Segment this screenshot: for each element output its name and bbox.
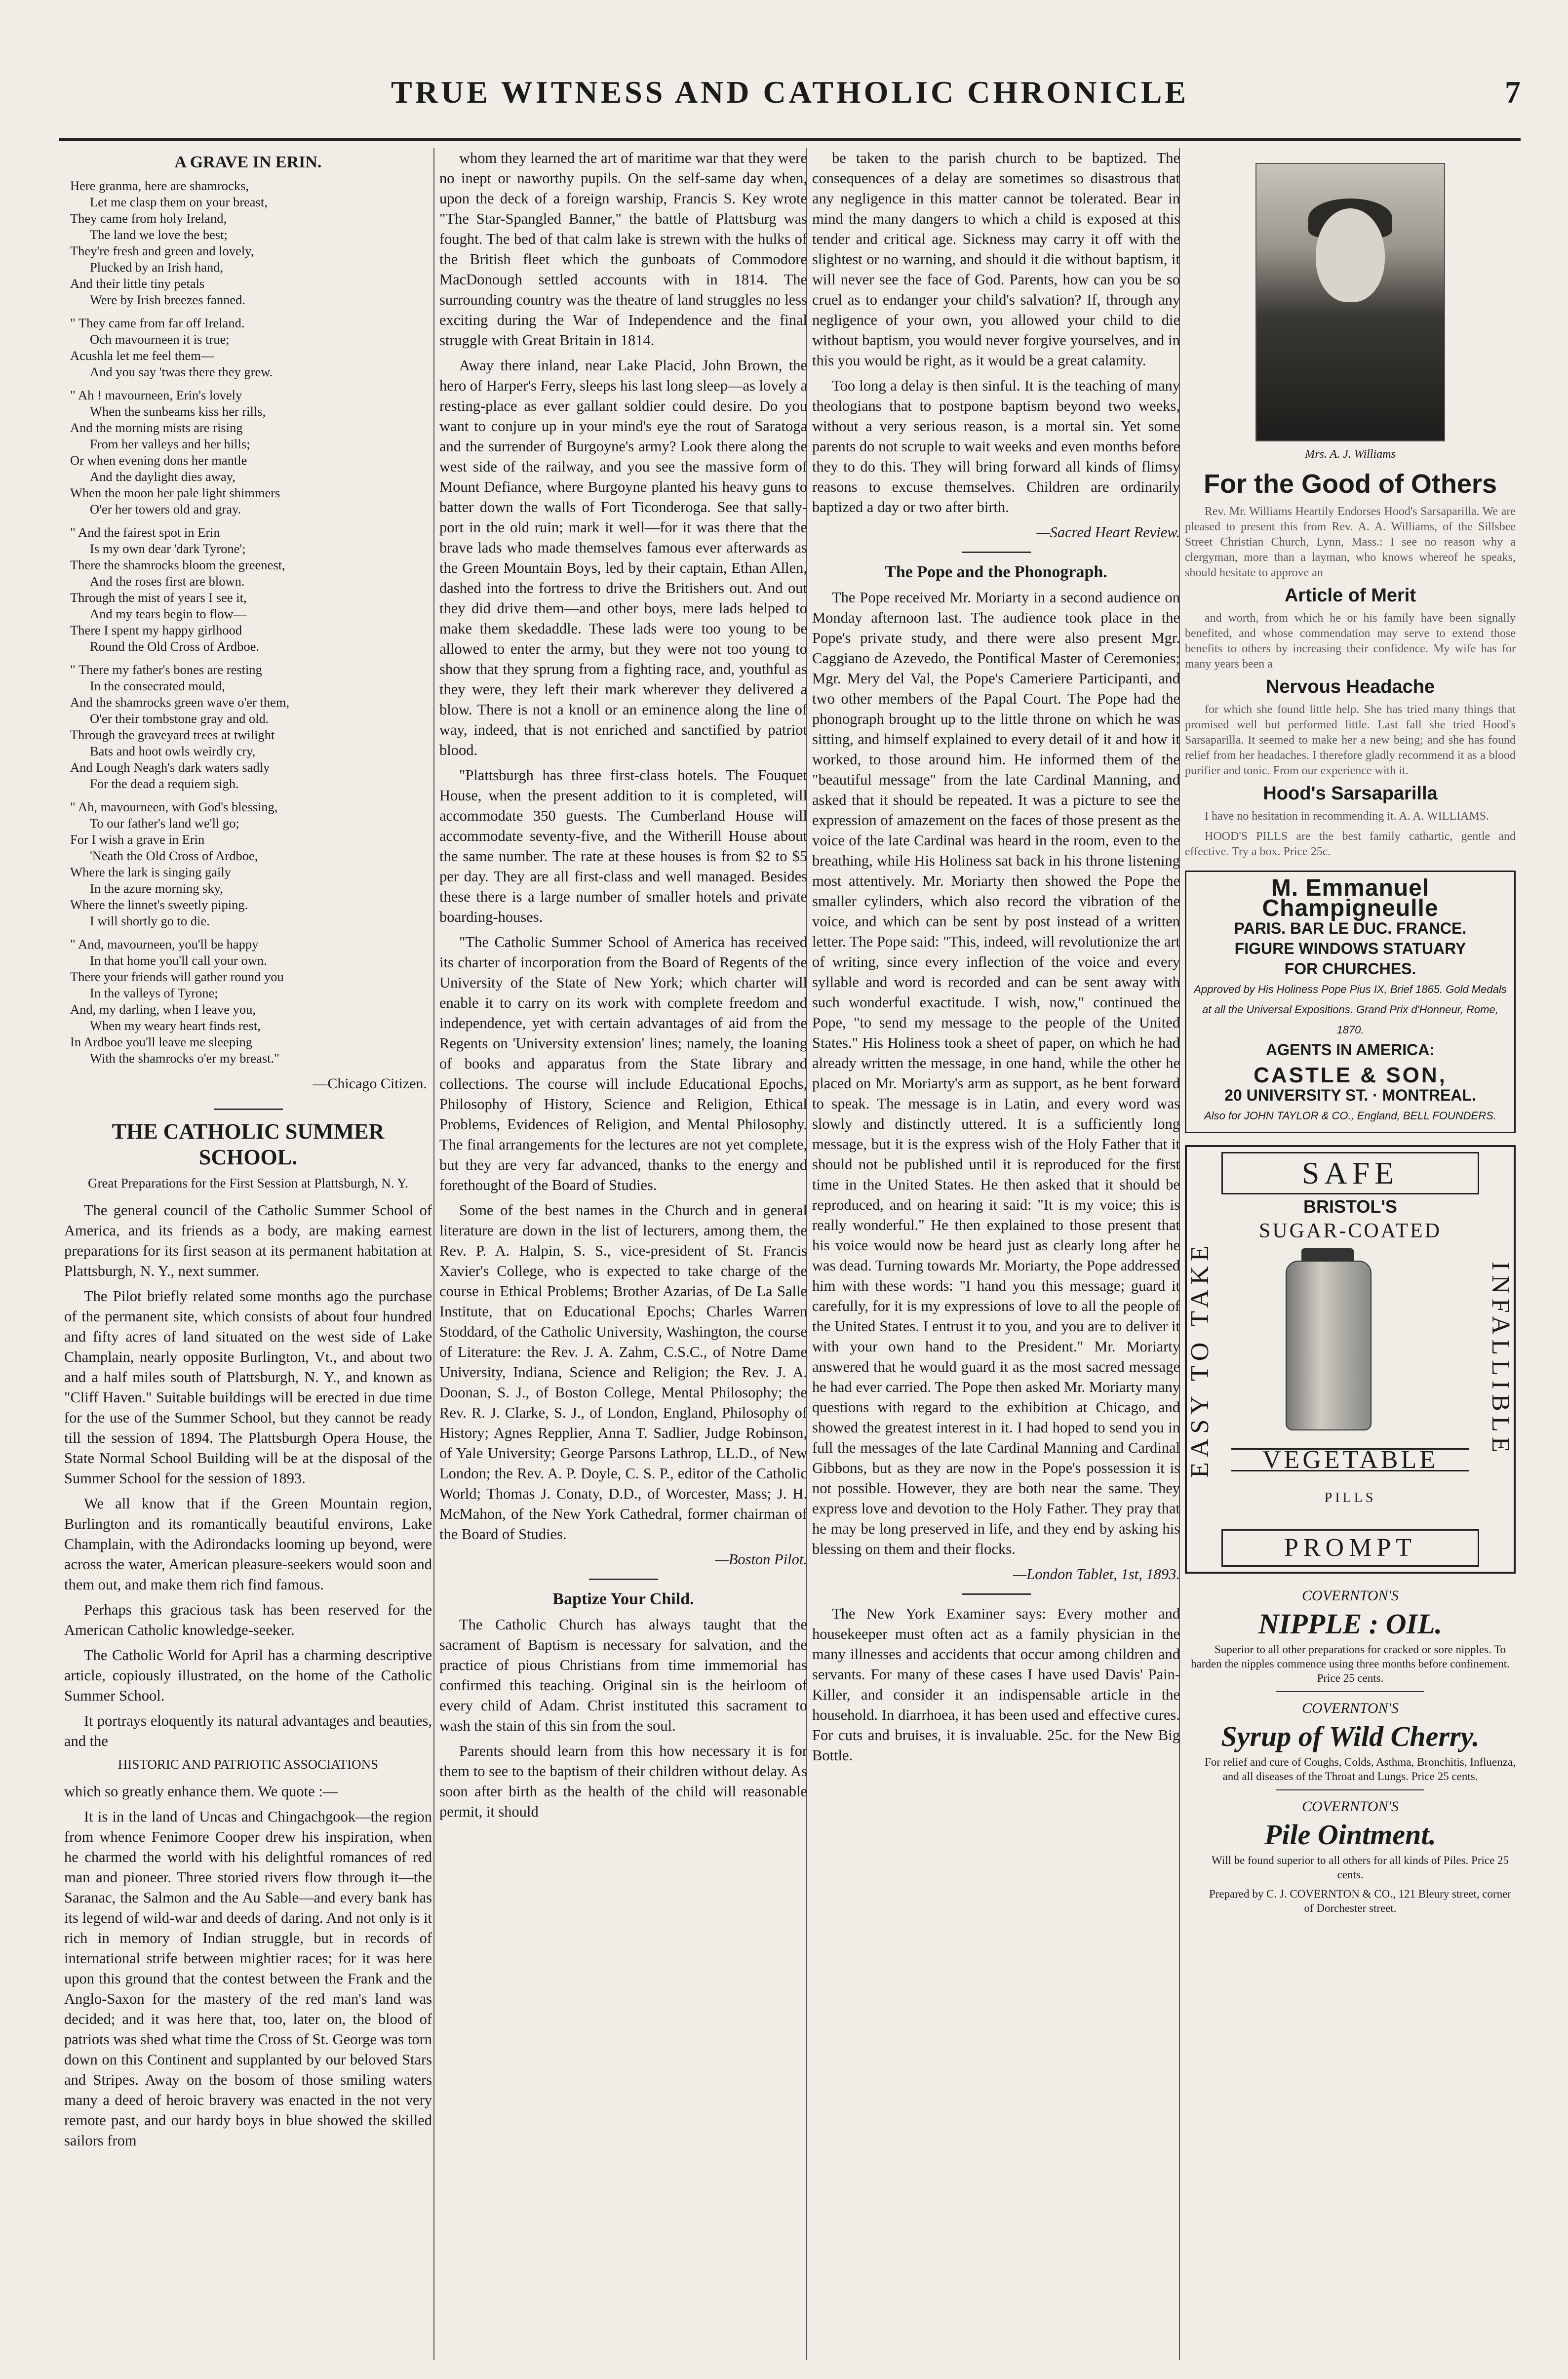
poem-stanza <box>70 315 432 380</box>
poem-line: And you say 'twas there they grew. <box>90 364 273 379</box>
poem-line: Is my own dear 'dark Tyrone'; <box>90 541 246 556</box>
divider <box>589 1579 658 1580</box>
poem <box>70 178 432 1067</box>
ad-subtitle: Article of Merit <box>1284 585 1416 606</box>
poem-stanza <box>70 936 432 1067</box>
poem-line: In Ardboe you'll leave me sleeping <box>70 1034 253 1049</box>
poem-line: When the sunbeams kiss her rills, <box>90 404 266 419</box>
poem-line: They came from holy Ireland, <box>70 211 227 226</box>
pope-body <box>812 588 1180 1559</box>
ad-covernton-body: Will be found superior to all others for all kinds of Piles. Price 25 cents. <box>1211 1854 1509 1881</box>
baptize-body <box>439 1615 807 1822</box>
ad-title: For the Good of Others <box>1204 469 1497 499</box>
ad-safe-right-text: INFALLIBLE <box>1487 1261 1515 1458</box>
paragraph: The general council of the Catholic Summer School of America, and its friends as a body, are making earnest preparations for its first season at its permanent habitation at Plattsburgh, N. Y., next summer. <box>64 1202 432 1279</box>
masthead-title: TRUE WITNESS AND CATHOLIC CHRONICLE <box>391 75 1189 110</box>
poem-line: When my weary heart finds rest, <box>90 1018 261 1033</box>
ad-covernton-head: COVERNTON'S <box>1302 1798 1399 1815</box>
ad-safe-pills: PILLS <box>1324 1490 1376 1506</box>
ad-body: HOOD'S PILLS are the best family cathartic, gentle and effective. Try a box. Price 25c. <box>1185 830 1516 858</box>
paragraph: The Pilot briefly related some months ago the purchase of the permanent site, which consists of about four hundred and fifty acres of land situated on the west side of Lake Champlain, nearly opposite Burlington, Vt., and about two and a half miles south of Plattsburgh, N. Y., and known as "Cliff Haven." Suitable buildings will be erected in due time for the use of the Summer School, but they cannot be ready till the session of 1894. The Plattsburgh Opera House, the State Normal School Building will be at the disposal of the Summer School for the session of 1893. <box>64 1288 432 1487</box>
ad-emmanuel-approved: Approved by His Holiness Pope Pius IX, Brief 1865. Gold Medals at all the Universal Expositions. Grand Prix d'Honneur, Rome, 1870. <box>1194 983 1507 1036</box>
paragraph: Too long a delay is then sinful. It is the teaching of many theologians that to postpone baptism beyond two weeks, without a very serious reason, is a mortal sin. Yet some parents do not scruple to wait weeks and even months before they to do this. They will bring forward all kinds of flimsy reasons to excuse themselves. Children are ordinarily baptized a day or two after birth. <box>812 377 1180 515</box>
ad-body: Rev. Mr. Williams Heartily Endorses Hood's Sarsaparilla. We are pleased to present this from Rev. A. A. Williams, of the Sillsbee Street Christian Church, Lynn, Mass.: I see no reason why a clergyman, more than a layman, who knows whereof he speaks, should hesitate to approve an <box>1185 505 1516 579</box>
divider <box>1276 1789 1424 1790</box>
article-source: —Sacred Heart Review. <box>1036 524 1180 541</box>
poem-line: In that home you'll call your own. <box>90 953 267 968</box>
poem-line: The land we love the best; <box>90 227 228 242</box>
paragraph: whom they learned the art of maritime war that they were no inept or naworthy pupils. On the self-same day when, upon the deck of a foreign warship, Francis S. Key wrote "The Star-Spangled Banner," the battle of Plattsburg was fought. The bed of that calm lake is strewn with the hulks of the British fleet which the gunboats of Commodore MacDonough settled accounts with in 1814. The surrounding country was the theatre of land struggles no less exciting during the War of Independence and the final struggle with Great Britain in 1814. <box>439 150 807 349</box>
paragraph: The New York Examiner says: Every mother and housekeeper must often act as a family physician in the many illnesses and accidents that occur among children and servants. For many of these cases I have used Davis' Pain-Killer, and consider it an indispensable article in the household. In diarrhoea, it has been used and effective cures. For cuts and bruises, it is invaluable. 25c. for the New Big Bottle. <box>812 1605 1180 1764</box>
article-title-summer-school: THE CATHOLIC SUMMER SCHOOL. <box>112 1119 385 1169</box>
summer-school-body <box>64 1200 432 1751</box>
divider <box>1276 1691 1424 1692</box>
ad-body: and worth, from which he or his family have been signally benefited, and whose commendation may serve to extend those benefits to others by increasing their confidence. My wife has for many years been a <box>1185 612 1516 671</box>
poem-line: And the daylight dies away, <box>90 469 235 484</box>
poem-line: I will shortly go to die. <box>90 913 210 928</box>
poem-line: And my tears begin to flow— <box>90 606 247 621</box>
poem-line: And their little tiny petals <box>70 276 205 291</box>
column-3 <box>812 148 1180 2360</box>
ad-castle-address: 20 UNIVERSITY ST. · MONTREAL. <box>1224 1086 1476 1104</box>
poem-line: And Lough Neagh's dark waters sadly <box>70 760 270 775</box>
ad-covernton-body: Superior to all other preparations for cracked or sore nipples. To harden the nipples commence using three months before confinement. Price 25 cents. <box>1191 1643 1510 1684</box>
paragraph: It portrays eloquently its natural advantages and beauties, and the <box>64 1712 432 1749</box>
paragraph: The Catholic Church has always taught that the sacrament of Baptism is necessary for salvation, and the practice of pious Christians from time immemorial has confirmed this teaching. Original sin is the heirloom of every child of Adam. Christ instituted this sacrament to wash the stain of this sin from the soul. <box>439 1616 807 1734</box>
poem-line: Acushla let me feel them— <box>70 348 214 363</box>
ad-safe-vegetable: VEGETABLE <box>1231 1448 1469 1471</box>
poem-title: A GRAVE IN ERIN. <box>174 153 322 171</box>
article-subtitle: Great Preparations for the First Session at Plattsburgh, N. Y. <box>88 1176 408 1190</box>
poem-stanza <box>70 387 432 517</box>
poem-line: In the valleys of Tyrone; <box>90 986 218 1000</box>
section-heading: HISTORIC AND PATRIOTIC ASSOCIATIONS <box>118 1757 379 1772</box>
divider <box>962 1593 1031 1595</box>
poem-line: There the shamrocks bloom the greenest, <box>70 557 285 572</box>
poem-line: When the moon her pale light shimmers <box>70 485 280 500</box>
poem-line: For the dead a requiem sigh. <box>90 776 239 791</box>
poem-line: Or when evening dons her mantle <box>70 453 247 468</box>
poem-line: And the shamrocks green wave o'er them, <box>70 695 290 710</box>
paragraph: We all know that if the Green Mountain region, Burlington and its romantically beautiful environs, Lake Champlain, with the Adirondacks looming up beyond, were across the water, American pleasure-seekers would soon and them out, and make them rich find famous. <box>64 1495 432 1593</box>
bottle-image <box>1286 1261 1372 1430</box>
poem-line: Round the Old Cross of Ardboe. <box>90 639 260 654</box>
paragraph: Away there inland, near Lake Placid, John Brown, the hero of Harper's Ferry, sleeps his last long sleep—as lovely a resting-place as ever gallant soldier could desire. Do you want to conjure up in your mind's eye the rout of Saratoga and the surrender of Burgoyne's army? Look there along the west side of the railway, and you see the massive form of Mount Defiance, where Burgoyne planted his heavy guns to batter down the walls of Fort Ticonderoga. See that sally-port in the old ruin; mark it well—for it was there that the brave lads who made themselves famous ever afterwards as the Green Mountain Boys, led by their captain, Ethan Allen, dashed into the fortress to drive the Britishers out. And out they did drive them—and other boys, mere lads helped to make them skedaddle. These lads were too young to be allowed to enter the army, but they were not too young to show that they sprung from a fighting race, and, youthful as they were, they left their mark wherever they delivered a blow. There is not a knoll or an eminence along the line of way, indeed, that is not enriched and sanctified by patriot blood. <box>439 357 807 758</box>
portrait-face <box>1316 208 1385 302</box>
poem-line: Through the graveyard trees at twilight <box>70 727 275 742</box>
ad-covernton-title: Syrup of Wild Cherry. <box>1221 1720 1480 1752</box>
poem-line: To our father's land we'll go; <box>90 816 239 831</box>
divider <box>214 1109 283 1110</box>
divider <box>962 552 1031 553</box>
portrait-caption: Mrs. A. J. Williams <box>1305 448 1396 461</box>
poem-line: Bats and hoot owls weirdly cry, <box>90 744 256 758</box>
article-source: —Boston Pilot. <box>715 1551 807 1568</box>
poem-line: Where the linnet's sweetly piping. <box>70 897 248 912</box>
poem-line: Through the mist of years I see it, <box>70 590 247 605</box>
ad-covernton-prepared: Prepared by C. J. COVERNTON & CO., 121 Bleury street, corner of Dorchester street. <box>1209 1888 1512 1914</box>
poem-attribution: —Chicago Citizen. <box>313 1075 427 1092</box>
poem-line: " Ah ! mavourneen, Erin's lovely <box>70 388 242 402</box>
ad-covernton-title: Pile Ointment. <box>1264 1819 1436 1851</box>
poem-line: Here granma, here are shamrocks, <box>70 178 249 193</box>
poem-line: Were by Irish breezes fanned. <box>90 292 245 307</box>
baptize-body-col3 <box>812 148 1180 517</box>
ad-covernton-head: COVERNTON'S <box>1302 1700 1399 1716</box>
ad-body: for which she found little help. She has tried many things that promised well but performed little. Last fall she tried Hood's Sarsaparilla. It seemed to make her a new being; and she has found relief from her headaches. I therefore gladly recommend it as a blood purifier and tonic. From our experience with it. <box>1185 703 1516 777</box>
ad-emmanuel-title: M. Emmanuel Champigneulle <box>1262 875 1439 921</box>
masthead <box>59 74 1521 141</box>
poem-line: Och mavourneen it is true; <box>90 332 230 347</box>
poem-line: They're fresh and green and lovely, <box>70 243 254 258</box>
summer-school-body-continued <box>64 1807 432 2151</box>
paragraph: "The Catholic Summer School of America has received its charter of incorporation from the Board of Regents of the University of the State of New York; which charter will enable it to carry on its work with complete freedom and independence, yet with certain advantages of aid from the Regents on 'University extension' lines; namely, the loaning of books and apparatus from the State library and collections. The course will include Educational Epochs, Philosophy of History, Science and Religion, Ethical Problems, Evidences of Religion, and Mental Philosophy. The final arrangements for the lectures are not yet complete, but they are very far advanced, thanks to the energy and forethought of the Board of Studies. <box>439 934 807 1193</box>
ad-bristols-pills <box>1185 1145 1516 1574</box>
ad-safe-prompt: PROMPT <box>1221 1529 1479 1567</box>
paragraph: The Pope received Mr. Moriarty in a second audience on Monday afternoon last. The audience took place in the Pope's private study, and there were also present Mgr. Caggiano de Azevedo, the Pontifical Master of Ceremonies; Mgr. Mery del Val, the Pope's Cameriere Participanti, and two other members of the Papal Court. The Pope had the phonograph brought up to the little throne on which he was sitting, and himself explained to every detail of it and how it worked, to those around him. He informed them of the "beautiful message" from the late Cardinal Manning, and asked that it should be repeated. It was a picture to see the expression of amazement on the faces of those present as the voice of the late Cardinal was heard in the room, even to the breathing, while His Holiness sat back in his throne listening most attentively. Mr. Moriarty then showed the Pope the smaller cylinders, which also record the vibration of the voice, and which can be sent by post instead of a written letter. The Pope said: "This, indeed, will revolutionize the art of writing, since every inflection of the voice and every syllable and word is recorded and can be sent away with such wonderful exactitude. I wish, now," continued the Pope, "to send my message to the people of the United States." His Holiness took a sheet of paper, on which he had already written the message, in one hand, while the other he placed on Mr. Moriarty's arm as support, as he bent forward to speak. The message is in Latin, and every word was slowly and distinctly uttered. It is a sufficiently long message, but it is the express wish of the Holy Father that it should not be published until it is reproduced for the first time in the United States. He then asked that it should be reproduced, and on hearing it said: "It is my voice; this is really wonderful." He then explained to those present that his voice would now be heard just as clearly long after he was dead. Turning towards Mr. Moriarty, the Pope addressed him with these words: "I hand you this message; guard it carefully, for it is my expressions of love to all the people of the United States. I entrust it to you, and you are to deliver it with your own hand to the President." Mr. Moriarty answered that he would guard it as the most sacred message he had ever carried. The Pope then asked Mr. Moriarty many questions with regard to the exhibition at Chicago, and showed the greatest interest in it. I had hoped to send you in full the messages of the late Cardinal Manning and Cardinal Gibbons, but as they are now in the Pope's possession it is not possible. However, they are both near the same. They express love and devotion to the Holy Father. They pray that he may be long preserved in life, and they end by asking his blessing on them and their flocks. <box>812 589 1180 1557</box>
ad-castle: CASTLE & SON, <box>1254 1063 1447 1087</box>
paragraph: "Plattsburgh has three first-class hotels. The Fouquet House, when the present addition to it is completed, will accommodate 350 guests. The Cumberland House will accommodate seventy-five, and the Witherill House about the same number. The rate at these houses is from $2 to $5 per day. They are all first-class and well managed. Besides these there is a large number of smaller hotels and private boarding-houses. <box>439 767 807 925</box>
ad-safe-sub: SUGAR-COATED <box>1258 1220 1442 1242</box>
poem-line: 'Neath the Old Cross of Ardboe, <box>90 848 258 863</box>
poem-line: With the shamrocks o'er my breast." <box>90 1051 279 1066</box>
ad-safe-brand: BRISTOL'S <box>1303 1196 1397 1217</box>
poem-line: There your friends will gather round you <box>70 969 284 984</box>
ad-covernton-body: For relief and cure of Coughs, Colds, Asthma, Bronchitis, Influenza, and all diseases of the Throat and Lungs. Price 25 cents. <box>1205 1756 1516 1783</box>
ad-castle-also: Also for JOHN TAYLOR & CO., England, BELL FOUNDERS. <box>1204 1110 1496 1122</box>
ad-safe-label: SAFE <box>1221 1152 1479 1194</box>
poem-line: Plucked by an Irish hand, <box>90 260 224 275</box>
poem-line: In the consecrated mould, <box>90 678 225 693</box>
poem-line: " And the fairest spot in Erin <box>70 525 220 540</box>
ad-body: I have no hesitation in recommending it. A. A. WILLIAMS. <box>1205 810 1490 823</box>
poem-stanza <box>70 524 432 655</box>
column-1 <box>64 148 432 2360</box>
ad-safe-left-text: EASY TO TAKE <box>1186 1240 1214 1478</box>
article-title-pope: The Pope and the Phonograph. <box>885 563 1107 581</box>
poem-line: " Ah, mavourneen, with God's blessing, <box>70 799 278 814</box>
poem-line: Where the lark is singing gaily <box>70 865 232 879</box>
poem-line: In the azure morning sky, <box>90 881 223 896</box>
poem-line: And the roses first are blown. <box>90 574 245 589</box>
column-rule <box>433 148 434 2360</box>
poem-line: " There my father's bones are resting <box>70 662 262 677</box>
poem-line: And the morning mists are rising <box>70 420 243 435</box>
paragraph: be taken to the parish church to be baptized. The consequences of a delay are sometimes so disastrous that any negligence in this matter cannot be tolerated. Bear in mind the many dangers to which a child is exposed at this tender and critical age. Sickness may carry it off with the slightest or no warning, and should it die without baptism, it will never see the face of God. Parents, how can you be so cruel as to endanger your child's salvation? If, through any negligence of your own, you allowed your child to die without baptism, you would never forgive yourselves, and in this you would be right, as it would be a great calamity. <box>812 150 1180 369</box>
poem-line: " They came from far off Ireland. <box>70 316 245 330</box>
ad-covernton-head: COVERNTON'S <box>1302 1587 1399 1604</box>
poem-stanza <box>70 662 432 792</box>
column-4-ads <box>1185 148 1516 2360</box>
poem-line: Let me clasp them on your breast, <box>90 195 268 209</box>
poem-line: O'er her towers old and gray. <box>90 502 241 516</box>
page-number: 7 <box>1505 75 1521 110</box>
paragraph: Some of the best names in the Church and in general literature are down in the list of lecturers, among them, the Rev. P. A. Halpin, S. S., vice-president of St. Francis Xavier's College, who is expected to take charge of the course in Ethical Problems; Brother Azarias, of De La Salle Institute, that on Educational Epochs; Charles Warren Stoddard, of the Catholic University, Washington, the course of Literature: the Rev. J. A. Zahm, C.S.C., of Notre Dame University, Indiana, Science and Religion; the Rev. J. A. Doonan, S. J., of Boston College, Mental Philosophy; the Rev. R. J. Clarke, S. J., of London, England, Philosophy of History; Agnes Repplier, Anna T. Sadlier, Judge Robinson, of Yale University; George Parsons Lathrop, LL.D., of New London; the Rev. A. P. Doyle, C. S. P., editor of the Catholic World; Thomas J. Conaty, D.D., of Worcester, Mass; J. H. McMahon, of the New York Cathedral, former chairman of the Board of Studies. <box>439 1202 807 1543</box>
ad-subtitle: Nervous Headache <box>1265 676 1435 697</box>
ad-emmanuel <box>1185 871 1516 1133</box>
ad-subtitle: Hood's Sarsaparilla <box>1263 783 1438 804</box>
poem-stanza <box>70 799 432 929</box>
ad-emmanuel-city: PARIS. BAR LE DUC. FRANCE. <box>1234 919 1467 937</box>
article-source: —London Tablet, 1st, 1893. <box>1013 1566 1180 1583</box>
paragraph: Parents should learn from this how necessary it is for them to see to the baptism of their children without delay. As soon after birth as the health of the child will reasonable permit, it should <box>439 1743 807 1820</box>
poem-line: And, my darling, when I leave you, <box>70 1002 256 1017</box>
column-2 <box>439 148 807 2360</box>
summer-school-body-col2 <box>439 148 807 1545</box>
ad-emmanuel-agents: AGENTS IN AMERICA: <box>1266 1041 1435 1059</box>
portrait-image <box>1255 163 1445 441</box>
paragraph: Perhaps this gracious task has been reserved for the American Catholic knowledge-seeker. <box>64 1601 432 1638</box>
ad-emmanuel-churches: FOR CHURCHES. <box>1284 960 1416 978</box>
poem-line: From her valleys and her hills; <box>90 436 250 451</box>
poem-line: For I wish a grave in Erin <box>70 832 205 847</box>
poem-line: " And, mavourneen, you'll be happy <box>70 937 259 952</box>
paragraph: which so greatly enhance them. We quote :— <box>64 1783 338 1800</box>
paragraph: The Catholic World for April has a charming descriptive article, copiously illustrated, on the home of the Catholic Summer School. <box>64 1647 432 1704</box>
ad-emmanuel-windows: FIGURE WINDOWS STATUARY <box>1234 940 1466 957</box>
paragraph: It is in the land of Uncas and Chingachgook—the region from whence Fenimore Cooper drew his inspiration, when he charmed the world with his delightful romances of red man and pioneer. Three storied rivers flow through it—the Saranac, the Salmon and the Au Sable—and every bank has its legend of wild-war and deeds of daring. And not only is it rich in memory of Indian struggle, but in records of international strife between mightier races; for it was here upon this ground that the contest between the Frank and the Anglo-Saxon for the mastery of the red man's land was decided; and it was here that, too, later on, the blood of patriots was shed what time the Cross of St. George was torn down on this Continent and supplanted by our beloved Stars and Stripes. Away on the bosom of those smiling waters many a deed of heroic bravery was enacted in the not very remote past, and our hardy boys in blue showed the skilled sailors from <box>64 1808 432 2149</box>
poem-stanza <box>70 178 432 308</box>
article-title-baptize: Baptize Your Child. <box>552 1590 694 1608</box>
poem-line: O'er their tombstone gray and old. <box>90 711 269 726</box>
poem-line: There I spent my happy girlhood <box>70 623 242 637</box>
ad-covernton-title: NIPPLE : OIL. <box>1258 1608 1443 1640</box>
